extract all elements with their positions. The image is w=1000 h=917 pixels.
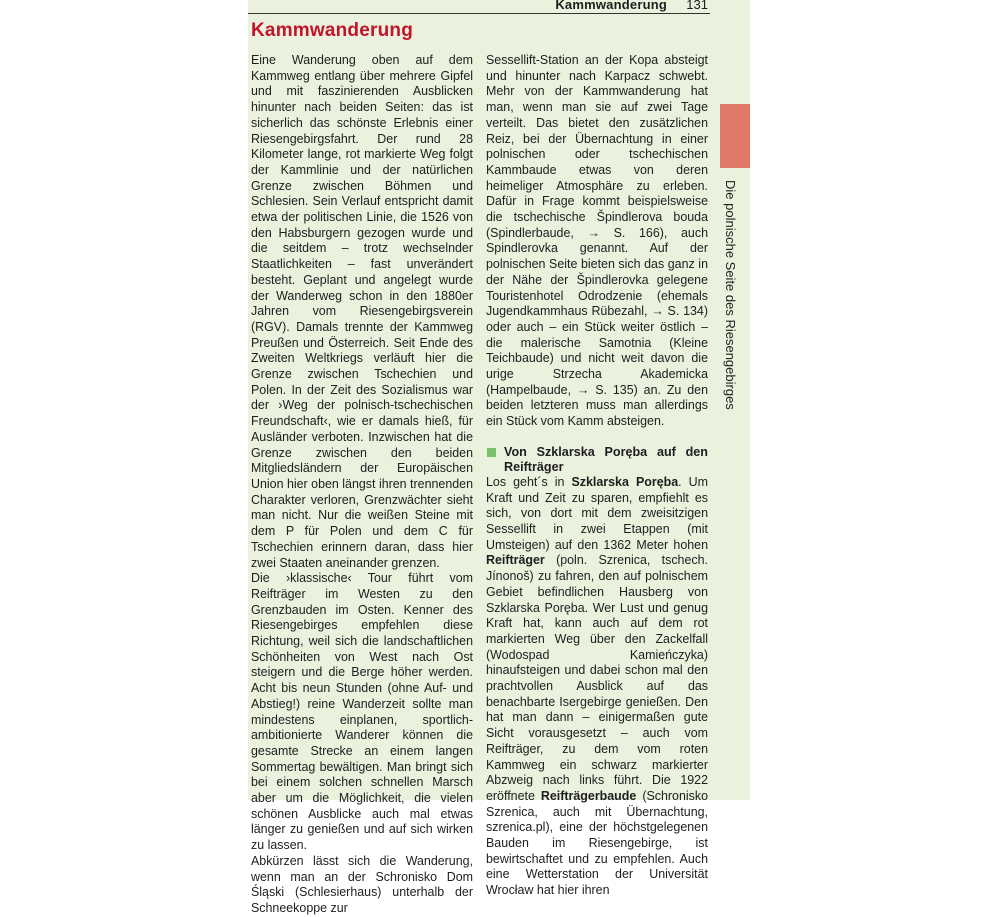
bold-term: Reifträgerbaude (540, 788, 637, 803)
paragraph: Sessellift-Station an der Kopa absteigt und hinunter nach Karpacz schwebt. Mehr von der Kammwanderung hat man, wenn man sie auf zwei Tage verteilt. Das bietet den zusätzlichen Reiz, bei der Übernachtung in einer polnischen oder tschechischen Kammbaude etwas von deren heimeliger Atmosphäre zu erleben. Dafür in Frage kommt beispielsweise die tschechische Špindlerova bouda (Spindlerbaude, → S. 166), auch Spindlerovka genannt. Auf der polnischen Seite bieten sich das ganz in der Nähe der Špindlerovka gelegene Touristenhotel Odrodzenie (ehemals Jugendkammhaus Rübezahl, → S. 134) oder auch – ein Stück weiter östlich – die malerische Samotnia (Kleine Teichbaude) und nicht weit davon die urige Strzecha Akademicka (Hampelbaude, → S. 135) an. Zu den beiden letzteren muss man allerdings ein Stück vom Kamm absteigen. (486, 53, 708, 429)
paragraph (486, 475, 708, 899)
section-tab-marker (720, 104, 750, 168)
text-column-left (251, 53, 473, 917)
side-section-label: Die polnische Seite des Riesengebirges (723, 180, 738, 410)
section-heading (486, 445, 708, 475)
text-run: (poln. Szrenica, tschech. Jínonoš) zu fahren, den auf polnischem Gebiet befindlichen Hausberg von Szklarska Poręba. Wer Lust und genug Kraft hat, kann auch auf dem rot markierten Weg über den Zackelfall (Wodospad Kamieńczyka) hinaufsteigen und dabei schon mal den prachtvollen Ausblick auf das benachbarte Isergebirge genießen. Den hat man dann – einigermaßen gute Sicht vorausgesetzt – auch vom Reifträger, zu dem vom roten Kammweg ein schwarz markierter Abzweig nach links führt. Die 1922 eröffnete (486, 553, 708, 803)
paragraph: Abkürzen lässt sich die Wanderung, wenn man an der Schronisko Dom Śląski (Schlesierhaus) unterhalb der Schneekoppe zur (251, 853, 473, 915)
spacer (486, 430, 708, 445)
bold-term: Szklarska Poręba (571, 474, 679, 489)
chapter-title: Kammwanderung (251, 20, 414, 41)
text-column-right (486, 53, 708, 899)
text-run: Los geht´s in (486, 474, 572, 489)
paragraph: Die ›klassische‹ Tour führt vom Reifträger im Westen zu den Grenzbauden im Osten. Kenner des Riesengebirges empfehlen diese Richtung, weil sich die landschaftlichen Schönheiten von West nach Ost steigern und die Berge höher werden. Acht bis neun Stunden (ohne Auf- und Abstieg!) reine Wanderzeit sollte man mindestens einplanen, sportlich-ambitionierte Wanderer können die gesamte Strecke an einem langen Sommertag bewältigen. Man bringt sich bei einem solchen schnellen Marsch aber um die Möglichkeit, die vielen schönen Ausblicke auch mal etwas länger zu genießen und auf sich wirken zu lassen. (251, 571, 473, 853)
page-number: 131 (686, 0, 708, 12)
running-head (248, 0, 710, 14)
section-heading-text: Von Szklarska Poręba auf den Reifträger (504, 444, 708, 474)
bold-term: Reifträger (486, 553, 545, 568)
paragraph: Eine Wanderung oben auf dem Kammweg entlang über mehrere Gipfel und mit faszinierenden Ausblicken hinunter nach beiden Seiten: das ist sicherlich das schönste Erlebnis einer Riesengebirgsfahrt. Der rund 28 Kilometer lange, rot markierte Weg folgt der Kammlinie und der natürlichen Grenze zwischen Böhmen und Schlesien. Sein Verlauf entspricht damit etwa der politischen Linie, die 1526 von den Habsburgern gezogen wurde und die seitdem – trotz wechselnder Staatlichkeiten – fast unverändert besteht. Geplant und angelegt wurde der Wanderweg schon in den 1880er Jahren vom Riesengebirgsverein (RGV). Damals trennte der Kammweg Preußen und Österreich. Seit Ende des Zweiten Weltkriegs verläuft hier die Grenze zwischen Tschechien und Polen. In der Zeit des Sozialismus war der ›Weg der polnisch-tschechischen Freundschaft‹, wie er damals hieß, für Ausländer verboten. Inzwischen hat die Grenze zwischen den beiden Mitgliedsländern der Europäischen Union hier oben längst ihren trennenden Charakter verloren, Grenzwächter sieht man nicht. Nur die weißen Steine mit dem P für Polen und dem C für Tschechien erinnern daran, dass hier zwei Staaten aneinander grenzen. (251, 53, 473, 570)
text-run: . Um Kraft und Zeit zu sparen, empfiehlt es sich, von dort mit dem zweisitzigen Sessellift in zwei Etappen (mit Umsteigen) auf den 1362 Meter hohen (486, 474, 708, 552)
text-run: (Schronisko Szrenica, auch mit Übernachtung, szrenica.pl), eine der höchstgelegenen Bauden im Riesengebirge, ist bewirtschaftet und zu empfehlen. Auch eine Wetterstation der Universität Wrocław hat hier ihren (486, 788, 708, 898)
green-square-icon (487, 448, 496, 457)
running-head-title: Kammwanderung (555, 0, 667, 12)
